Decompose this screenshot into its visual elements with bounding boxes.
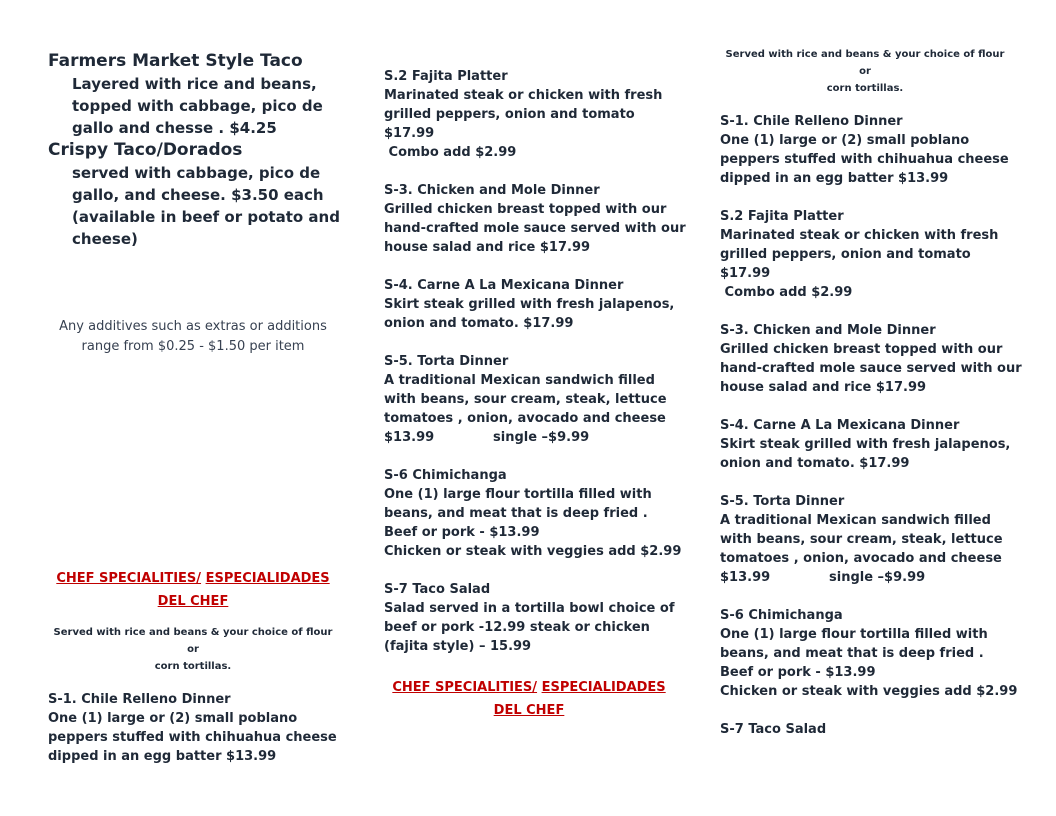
chef-specialities-title	[384, 676, 674, 699]
menu-item-line: Combo add $2.99	[384, 145, 517, 160]
menu-item-line: beans, and meat that is deep fried .	[384, 506, 648, 521]
menu-item-s1	[720, 112, 1020, 188]
menu-item-line: Beef or pork - $13.99	[384, 525, 540, 540]
menu-item-line: dipped in an egg batter $13.99	[48, 749, 277, 764]
menu-item-line: grilled peppers, onion and tomato	[720, 247, 971, 262]
menu-item-s6	[384, 466, 684, 561]
menu-item-line: tomatoes , onion, avocado and cheese	[384, 411, 666, 426]
menu-item-line: Skirt steak grilled with fresh jalapenos,	[384, 297, 675, 312]
menu-item-line: A traditional Mexican sandwich filled	[720, 513, 991, 528]
menu-item-line: Combo add $2.99	[720, 285, 853, 300]
menu-item-line: Beef or pork - $13.99	[720, 665, 876, 680]
menu-item-s5	[384, 352, 684, 447]
menu-item-s6	[720, 606, 1020, 701]
chef-specialities-heading-2	[384, 676, 674, 722]
menu-item-line: peppers stuffed with chihuahua cheese	[720, 152, 1009, 167]
menu-item-line: Chicken or steak with veggies add $2.99	[720, 684, 1018, 699]
menu-item-line: One (1) large flour tortilla filled with	[720, 627, 988, 642]
chef-specialities-title-line2	[384, 699, 674, 722]
farmers-taco-desc-line: topped with cabbage, pico de	[72, 97, 323, 115]
additives-line: Any additives such as extras or additions	[59, 319, 327, 334]
menu-item-line: S-3. Chicken and Mole Dinner	[384, 183, 600, 198]
menu-item-line: $17.99	[720, 266, 771, 281]
farmers-taco-section	[48, 50, 348, 250]
menu-item-line: S-4. Carne A La Mexicana Dinner	[720, 418, 960, 433]
menu-item-line: S-5. Torta Dinner	[720, 494, 845, 509]
additives-note	[48, 317, 338, 357]
menu-item-line: peppers stuffed with chihuahua cheese	[48, 730, 337, 745]
menu-item-line: S.2 Fajita Platter	[384, 69, 508, 84]
menu-item-line: onion and tomato. $17.99	[384, 316, 574, 331]
menu-item-line: house salad and rice $17.99	[384, 240, 591, 255]
menu-item-line: S.2 Fajita Platter	[720, 209, 844, 224]
menu-item-s7	[720, 720, 1020, 739]
served-note-line: corn tortillas.	[154, 661, 232, 672]
menu-item-s5	[720, 492, 1020, 587]
menu-item-line: house salad and rice $17.99	[720, 380, 927, 395]
crispy-taco-desc-line: gallo, and cheese. $3.50 each	[72, 186, 324, 204]
menu-item-line: beans, and meat that is deep fried .	[720, 646, 984, 661]
menu-item-line: tomatoes , onion, avocado and cheese	[720, 551, 1002, 566]
menu-item-line: dipped in an egg batter $13.99	[720, 171, 949, 186]
menu-column-3	[720, 46, 1020, 739]
menu-item-line: Chicken or steak with veggies add $2.99	[384, 544, 682, 559]
menu-item-line: Grilled chicken breast topped with our	[384, 202, 667, 217]
menu-item-line: hand-crafted mole sauce served with our	[720, 361, 1022, 376]
menu-item-s4	[384, 276, 684, 333]
menu-item-line: Marinated steak or chicken with fresh	[384, 88, 663, 103]
served-note-line: Served with rice and beans & your choice of flour or	[725, 49, 1005, 77]
menu-item-line: S-1. Chile Relleno Dinner	[48, 692, 231, 707]
chef-title-part: ESPECIALIDADES	[205, 571, 330, 586]
additives-line: range from $0.25 - $1.50 per item	[81, 339, 305, 354]
menu-item-line: $13.99 single –$9.99	[384, 430, 590, 445]
chef-title-part: CHEF SPECIALITIES/	[56, 571, 202, 586]
menu-column-2	[384, 67, 684, 722]
menu-item-line: S-5. Torta Dinner	[384, 354, 509, 369]
chef-specialities-title	[48, 567, 338, 590]
menu-item-line: S-4. Carne A La Mexicana Dinner	[384, 278, 624, 293]
menu-item-line: Skirt steak grilled with fresh jalapenos,	[720, 437, 1011, 452]
chef-title-part: DEL CHEF	[157, 594, 229, 609]
menu-item-s2	[384, 67, 684, 162]
menu-item-line: S-1. Chile Relleno Dinner	[720, 114, 903, 129]
menu-item-line: One (1) large or (2) small poblano	[720, 133, 970, 148]
menu-item-s7	[384, 580, 684, 656]
menu-item-line: Salad served in a tortilla bowl choice of	[384, 601, 675, 616]
menu-item-line: $17.99	[384, 126, 435, 141]
chef-title-part: ESPECIALIDADES	[541, 680, 666, 695]
menu-item-line: with beans, sour cream, steak, lettuce	[720, 532, 1003, 547]
served-note-line: corn tortillas.	[826, 83, 904, 94]
served-note-line: Served with rice and beans & your choice of flour or	[53, 627, 333, 655]
chef-title-part: DEL CHEF	[493, 703, 565, 718]
menu-item-line: One (1) large or (2) small poblano	[48, 711, 298, 726]
menu-item-line: One (1) large flour tortilla filled with	[384, 487, 652, 502]
menu-item-line: $13.99 single –$9.99	[720, 570, 926, 585]
menu-item-line: S-7 Taco Salad	[720, 722, 827, 737]
menu-item-line: hand-crafted mole sauce served with our	[384, 221, 686, 236]
menu-item-s2	[720, 207, 1020, 302]
farmers-taco-desc-line: gallo and chesse . $4.25	[72, 119, 277, 137]
menu-item-line: S-6 Chimichanga	[384, 468, 507, 483]
menu-item-s3	[384, 181, 684, 257]
menu-item-s1	[48, 690, 338, 766]
chef-specialities-title-line2	[48, 590, 338, 613]
menu-item-s4	[720, 416, 1020, 473]
menu-item-line: A traditional Mexican sandwich filled	[384, 373, 655, 388]
menu-item-line: S-7 Taco Salad	[384, 582, 491, 597]
served-note	[720, 46, 1010, 97]
menu-item-line: S-6 Chimichanga	[720, 608, 843, 623]
crispy-taco-desc-line: cheese)	[72, 230, 138, 248]
menu-item-line: Grilled chicken breast topped with our	[720, 342, 1003, 357]
farmers-taco-desc-line: Layered with rice and beans,	[72, 75, 317, 93]
menu-item-line: onion and tomato. $17.99	[720, 456, 910, 471]
crispy-taco-title: Crispy Taco/Dorados	[48, 140, 243, 160]
menu-item-line: with beans, sour cream, steak, lettuce	[384, 392, 667, 407]
menu-item-line: grilled peppers, onion and tomato	[384, 107, 635, 122]
menu-item-line: beef or pork -12.99 steak or chicken	[384, 620, 650, 635]
menu-item-line: S-3. Chicken and Mole Dinner	[720, 323, 936, 338]
chef-specialities-section	[48, 567, 338, 766]
farmers-taco-title: Farmers Market Style Taco	[48, 51, 303, 71]
chef-title-part: CHEF SPECIALITIES/	[392, 680, 538, 695]
menu-item-line: (fajita style) – 15.99	[384, 639, 532, 654]
crispy-taco-desc-line: served with cabbage, pico de	[72, 164, 321, 182]
menu-item-line: Marinated steak or chicken with fresh	[720, 228, 999, 243]
crispy-taco-desc-line: (available in beef or potato and	[72, 208, 340, 226]
menu-item-s3	[720, 321, 1020, 397]
